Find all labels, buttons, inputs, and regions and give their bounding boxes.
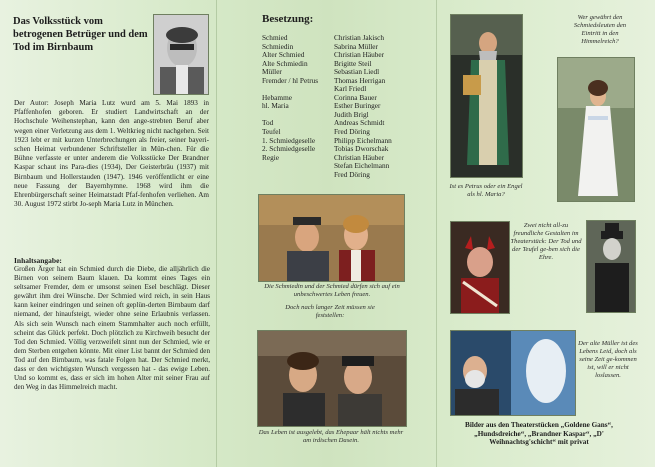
author-photo [153,14,209,95]
photo-angel [557,57,635,202]
photo-death [586,220,636,313]
cast-role: Alte Schmiedin [262,58,308,68]
photo-couple [258,194,405,282]
author-bio: Der Autor: Joseph Maria Lutz wurd am 5. Mai 1893 in Pfaffenhofen geboren. Er studiert Landwirtschaft an der Hochschule Weihenstephan, kann den ange-strebten Beruf aber wegen einer Verletzung aus dem 1. Weltkrieg nicht nachgehen. Seit 1923 lebt er mit kurzen Unterbrechungen als freier, seiner bayeri-schen Heimat verbundener Schriftsteller in Mün-chen. Für die Bühne verfasste er unter anderem die Volksstücke Der Brandner Kaspar schaut ins Para-dies (1934), Der Geisterbräu (1937) mit Birnbaum und Hollerstauden (1947). 1946 veröffentlicht er eine neue Fassung der Bayernhymne. 1968 wird ihm die Ehrenbürgerschaft seiner Heimatstadt Pfaf-fenhofen verliehen. Am 30. August 1972 stirbt Jo-seph Maria Lutz in München. [14,99,209,209]
cast-role: Fremder / hl Petrus [262,75,319,85]
plot-text: Großen Ärger hat ein Schmied durch die Diebe, die alljährlich die Birnen von seinem Baum klauen. Da kommt eines Tages ein seltsamer Fremder, dem er umsonst seinen Esel beschlägt. Dieser gewährt ihm drei Wünsche. Der Schmied wird reich, in sein Haus kann keiner eindringen und seinen oft geplün-derten Birnbaum darf niemand, der hinaufsteigt, wieder ohne seine Erlaubnis verlassen. Als sich sein Wunsch nach einem Stammhalter auch noch erfüllt, scheint das Glück perfekt. Doch plötzlich zu Kirchweih besucht der Tod den Schmied. Völlig verzweifelt sinnt nun der Schmied, wie er dem Sterben entgehen könnte. Mit einer List bannt der Schmied den Tod auf den Birnbaum, was fatale Folgen hat. Der Schmied merkt, dass er den wichtigsten Wunsch vergessen hat - das ewige Leben. Und so kommt es, dass er sich im hohen Alter mit seiner Frau auf den Weg in das Himmelreich macht. [14,265,210,392]
cast-role: hl. Maria [262,101,289,111]
cast-actor: Andreas Schmidt [334,118,385,128]
caption-old-couple: Das Leben ist ausgelebt, das Ehepaar hält nichts mehr am irdischen Dasein. [258,429,404,444]
fold-line [216,0,217,467]
cast-actor: Brigitte Steil [334,58,372,68]
cast-role: Schmiedin [262,41,294,51]
cast-role: Tod [262,118,274,128]
photo-petrus [450,14,523,178]
caption-devil: Zwei nicht all-zu freundliche Gestalten im Theaterstück: Der Tod und der Teufel ge-ben sich die Ehre. [510,222,582,261]
caption-petrus: Ist es Petrus oder ein Engel als hl. Maria? [449,183,523,198]
cast-role: 2. Schmiedgeselle [262,144,316,154]
cast-actor: Fred Döring [334,169,370,179]
fold-line [436,0,437,467]
cast-list [262,34,432,179]
cast-actor: Karl Friedl [334,84,367,94]
cast-actor: Esther Buringer [334,101,381,111]
cast-row [262,171,432,180]
cast-actor: Sebastian Liedl [334,67,380,77]
cast-role: Müller [262,67,282,77]
plot-heading: Inhaltsangabe: [14,256,62,265]
cast-actor: Christian Jakisch [334,33,385,42]
cast-actor: Stefan Eichelmann [334,161,390,171]
cast-actor: Christian Häuber [334,152,385,162]
cast-role: Teufel [262,127,281,137]
caption-miller: Der alte Müller ist des Lebens Leid, doch als seine Zeit ge-kommen ist, will er nicht loslassen. [578,340,638,379]
cast-role: Regie [262,152,280,162]
cast-role: Alter Schmied [262,50,305,60]
cast-actor: Thomas Herrigan [334,75,386,85]
cast-role: 1. Schmiedgeselle [262,135,316,145]
photo-credits: Bilder aus den Theaterstücken „Goldene Gans“, „Hundsdreiche“, „Brandner Kaspar“, „D' Weihnachtsg'schicht“ mit privat [465,421,613,447]
play-title: Das Volksstück vom betrogenen Betrüger und dem Tod im Birnbaum [13,16,148,53]
cast-actor: Christian Häuber [334,50,385,60]
photo-devil [450,221,510,314]
photo-miller [450,330,576,416]
cast-role [262,171,334,180]
caption-couple: Die Schmiedin und der Schmied dürfen sich auf ein unbeschwertes Leben freuen. [264,283,400,298]
cast-role [262,162,334,171]
cast-actor: Philipp Eichelmann [334,135,392,145]
cast-actor: Sabrina Müller [334,41,378,51]
cast-actor: Corinna Bauer [334,92,377,102]
cast-actor: Fred Döring [334,127,370,137]
cast-role: Schmied [262,33,288,42]
cast-title: Besetzung: [262,13,314,25]
cast-actor: Tobias Dworschak [334,144,389,154]
photo-old-couple [257,330,407,427]
caption-couple-2: Doch nach langer Zeit müssen sie feststellen: [285,304,375,319]
caption-heaven: Wer gewährt den Schmiedsleuten den Eintritt in den Himmelreich? [573,14,627,45]
cast-actor: Judith Brigl [334,109,369,119]
cast-role: Hebamme [262,92,292,102]
